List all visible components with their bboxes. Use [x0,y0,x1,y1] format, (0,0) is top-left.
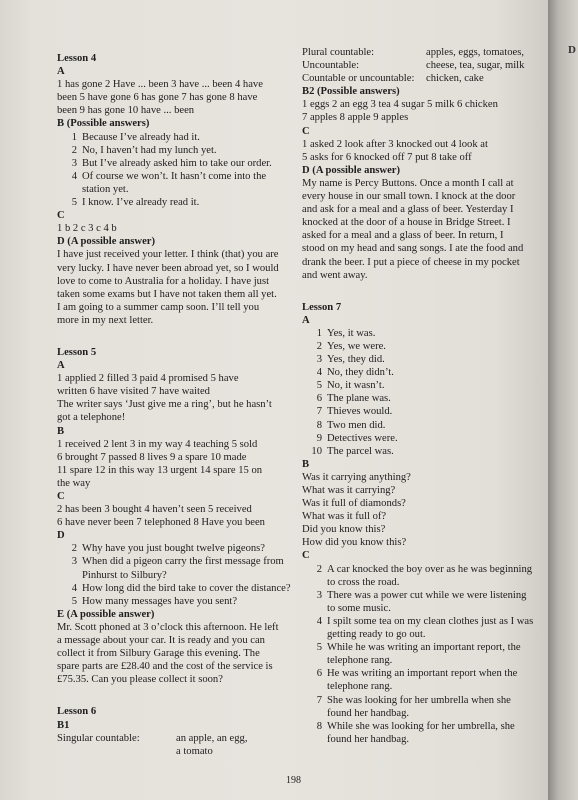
lesson-7-c-item: 3 There was a power cut while we were listening to some music. [316,589,527,614]
lesson-6-d-line: every house in our small town. I knock at the door [302,191,516,203]
lesson-6-part-d-label: D (A possible answer) [302,164,400,176]
lesson-4-b-item: 5 I know. I’ve already read it. [71,197,200,209]
left-column [57,52,291,758]
lesson-7-b-line: Did you know this? [302,524,386,536]
lesson-4-d-line: I have just received your letter. I think (that) you are [57,249,279,261]
lesson-7-c-list [302,563,534,746]
binding-shadow [548,0,578,800]
lesson-7-c-item: 8 While she was looking for her umbrella, she found her handbag. [316,720,515,745]
lesson-5-part-b-label: B [57,425,65,437]
lesson-6-d-line: knocked at the door of a house in Bridge Street. I [302,217,511,229]
lesson-7-b-line: Was it full of diamonds? [302,498,406,510]
lesson-4-d-line: very lucky. I have never been abroad yet, so I would [57,262,279,274]
lesson-7-a-item: 6 The plane was. [316,393,391,405]
lesson-5-part-c-label: C [57,491,65,502]
singular-countable-label: Singular countable: [57,732,140,744]
lesson-5-title: Lesson 5 [57,346,97,358]
lesson-5-b-line: the way [57,477,91,489]
lesson-6-c-line: 1 asked 2 look after 3 knocked out 4 look at [302,138,488,150]
lesson-7-a-item: 1 Yes, it was. [316,327,376,339]
lesson-5-a-line: got a telephone! [57,412,126,424]
lesson-5-part-e-label: E (A possible answer) [57,608,155,620]
lesson-5-d-item: 2 Why have you just bought twelve pigeons? [71,543,266,555]
lesson-7-b-line: How did you know this? [302,537,407,549]
lesson-7-a-item: 4 No, they didn’t. [316,367,394,379]
lesson-6-d-line: asked for a meal and a glass of beer. In return, I [302,230,504,242]
lesson-6-d-line: and went away. [302,269,368,281]
lesson-7-part-b-label: B [302,458,310,470]
lesson-4-b-item: 4 Of course we won’t. It hasn’t come into the station yet. [71,170,267,195]
lesson-5-d-item: 5 How many messages have you sent? [71,595,238,607]
lesson-5-part-a-label: A [57,360,65,372]
lesson-7-b-line: What was it carrying? [302,485,396,496]
lesson-6-d-line: and ask for a meal and a glass of beer. Yesterday I [302,204,514,216]
lesson-5-e-line: a message about your car. It is ready and you can [57,635,265,647]
lesson-6-d-line: stood on my head and sang songs. I ate the food and [302,243,524,255]
lesson-4-part-a-label: A [57,66,65,78]
lesson-6-title: Lesson 6 [57,706,97,718]
right-column [302,46,534,746]
lesson-5-b-line: 1 received 2 lent 3 in my way 4 teaching 5 sold [57,438,258,450]
lesson-7-a-item: 7 Thieves would. [316,406,393,418]
lesson-6-b2-line: 7 apples 8 apple 9 apples [302,112,409,124]
countable-or-uncountable-row: Countable or uncountable: chicken, cake [302,73,484,85]
lesson-5-a-line: The writer says ‘Just give me a ring’, but he hasn’t [57,399,272,411]
next-page-letter: D [568,44,576,56]
lesson-5-a-line: 1 applied 2 filled 3 paid 4 promised 5 have [57,373,239,385]
lesson-7-c-item: 2 A car knocked the boy over as he was beginning to cross the road. [316,563,533,588]
lesson-7-a-item: 3 Yes, they did. [316,354,385,366]
lesson-4-b-item: 1 Because I’ve already had it. [71,131,200,143]
lesson-5-a-line: written 6 have visited 7 have waited [57,386,210,398]
lesson-6-part-b1-label: B1 [57,719,70,731]
plural-countable-row: Plural countable: apples, eggs, tomatoes, [302,47,524,58]
lesson-6-d-line: drank the beer. I put a piece of cheese in my pocket [302,256,520,268]
lesson-4-b-item: 3 But I’ve already asked him to take our order. [71,157,272,169]
lesson-6-c-line: 5 asks for 6 knocked off 7 put 8 take off [302,151,472,163]
lesson-4-c-answers: 1 b 2 c 3 c 4 b [57,223,117,235]
lesson-4-d-line: more in my next letter. [57,314,154,326]
lesson-5-e-line: spare parts are £28.40 and the cost of the service is [57,661,273,673]
lesson-4-a-line: 1 has gone 2 Have ... been 3 have ... been 4 have [57,79,263,91]
lesson-7-part-a-label: A [302,314,310,326]
lesson-5-e-line: collect it from Silbury Garage this evening. The [57,648,260,660]
lesson-5-c-line: 2 has been 3 bought 4 haven’t seen 5 received [57,504,252,516]
uncountable-row: Uncountable: cheese, tea, sugar, milk [302,60,525,72]
lesson-4-d-line: I am going to a summer camp soon. I’ll tell you [57,301,260,313]
lesson-4-a-line: been 5 have gone 6 has gone 7 has gone 8 have [57,92,258,104]
lesson-7-c-item: 7 She was looking for her umbrella when she found her handbag. [316,694,511,719]
lesson-7-a-item: 10 The parcel was. [311,445,394,457]
lesson-5-b-line: 6 brought 7 passed 8 lives 9 a spare 10 made [57,451,247,463]
lesson-7-c-item: 6 He was writing an important report when the telephone rang. [316,668,518,693]
lesson-7-title: Lesson 7 [302,301,342,313]
lesson-4-title: Lesson 4 [57,53,97,64]
lesson-7-b-line: Was it carrying anything? [302,471,411,483]
lesson-7-a-item: 8 Two men did. [316,419,386,431]
lesson-4-part-c-label: C [57,210,65,222]
lesson-7-b-line: What was it full of? [302,511,387,523]
lesson-7-a-list [302,327,534,458]
lesson-7-a-item: 2 Yes, we were. [316,340,386,352]
lesson-4-part-b-label: B (Possible answers) [57,118,150,130]
lesson-7-a-item: 9 Detectives were. [316,432,398,444]
lesson-4-b-item: 2 No, I haven’t had my lunch yet. [71,144,217,156]
lesson-5-part-d-label: D [57,530,65,542]
lesson-4-a-line: been 9 has gone 10 have ... been [57,105,195,117]
lesson-4-part-d-label: D (A possible answer) [57,236,155,248]
lesson-5-e-line: Mr. Scott phoned at 3 o’clock this afternoon. He left [57,621,279,633]
lesson-5-d-item: 4 How long did the bird take to cover the distance? [71,582,291,594]
page-number: 198 [286,775,301,786]
lesson-5-d-item: 3 When did a pigeon carry the first message from Pinhurst to Silbury? [71,556,284,581]
lesson-7-part-c-label: C [302,550,310,562]
lesson-5-b-line: 11 spare 12 in this way 13 urgent 14 spare 15 on [57,464,263,476]
lesson-4-d-line: love to come to Australia for a holiday. I have just [57,275,270,287]
lesson-7-c-item: 4 I spilt some tea on my clean clothes just as I was getting ready to go out. [316,615,534,641]
singular-countable-row [57,732,291,758]
lesson-6-b2-line: 1 eggs 2 an egg 3 tea 4 sugar 5 milk 6 chicken [302,99,498,111]
lesson-5-c-line: 6 have never been 7 telephoned 8 Have you been [57,517,265,529]
lesson-5-e-line: £75.35. Can you please collect it soon? [57,674,223,686]
lesson-7-c-item: 5 While he was writing an important report, the telephone rang. [316,642,521,667]
lesson-6-part-b2-label: B2 (Possible answers) [302,86,400,98]
lesson-6-part-c-label: C [302,125,310,137]
lesson-7-a-item: 5 No, it wasn’t. [316,380,385,392]
singular-countable-value: an apple, an egg, a tomato [176,732,248,757]
lesson-4-d-line: taken some exams but I have not taken them all yet. [57,288,277,300]
lesson-6-d-line: My name is Percy Buttons. Once a month I call at [302,177,514,189]
